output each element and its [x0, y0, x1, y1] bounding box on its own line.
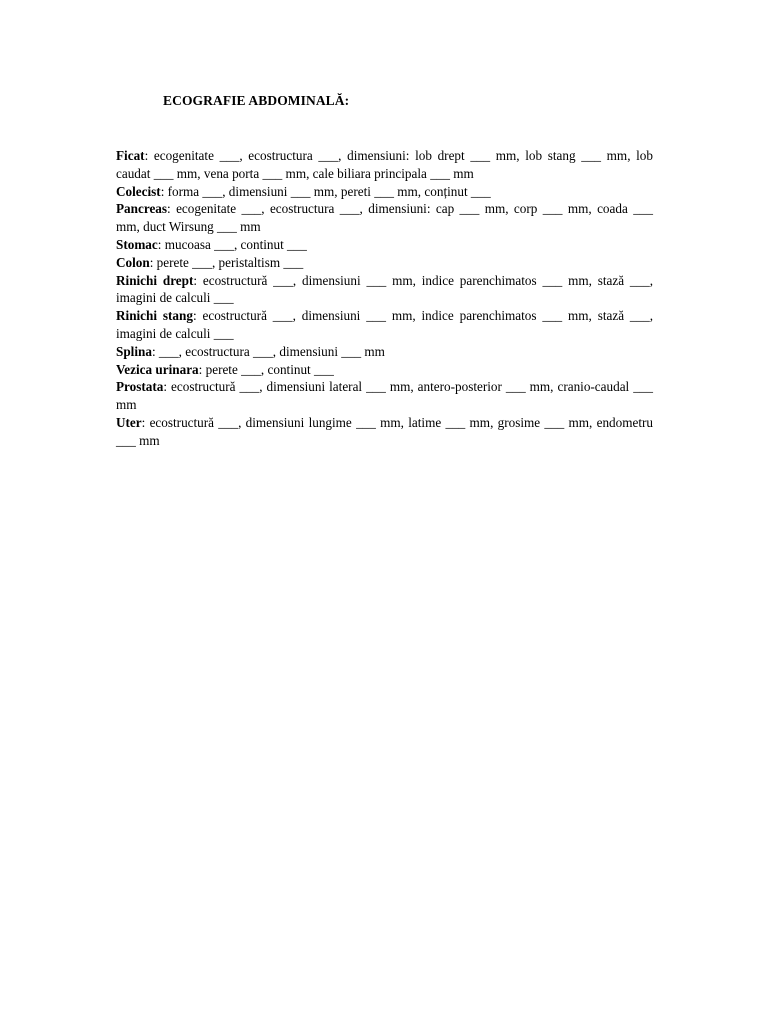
entry-text: : mucoasa ___, continut ___ — [157, 236, 307, 252]
entry-rinichi-stang — [116, 307, 653, 343]
entry-prostata — [116, 378, 653, 414]
entry-stomac — [116, 236, 653, 254]
entry-colecist — [116, 183, 653, 201]
entry-pancreas — [116, 200, 653, 236]
entry-vezica-urinara — [116, 361, 653, 379]
entry-text: : forma ___, dimensiuni ___ mm, pereti ___ mm, conținut ___ — [160, 183, 491, 199]
entry-term: Pancreas — [116, 201, 168, 217]
entry-term: Colecist — [116, 183, 161, 199]
entry-colon — [116, 254, 653, 272]
entry-text: : perete ___, continut ___ — [198, 361, 334, 377]
document-title: ECOGRAFIE ABDOMINALĂ: — [163, 93, 350, 108]
entry-rinichi-drept — [116, 272, 653, 308]
entry-text: : ecogenitate ___, ecostructura ___, dimensiuni: lob drept ___ mm, lob stang ___ mm, lob caudat ___ mm, vena porta ___ mm, cale biliara principala ___ mm — [116, 148, 653, 181]
entry-uter — [116, 414, 653, 450]
entry-text: : ecostructură ___, dimensiuni lateral ___ mm, antero-posterior ___ mm, cranio-caudal ___ mm — [116, 379, 653, 413]
entry-term: Prostata — [116, 379, 164, 395]
entry-term: Uter — [116, 414, 142, 430]
entry-term: Rinichi stang — [116, 308, 193, 324]
entry-text: : ___, ecostructura ___, dimensiuni ___ mm — [151, 343, 385, 359]
entry-term: Splina — [116, 343, 152, 359]
entry-term: Vezica urinara — [116, 361, 199, 377]
entry-text: : ecostructură ___, dimensiuni ___ mm, indice parenchimatos ___ mm, stază ___, imagini de calculi ___ — [116, 308, 653, 341]
report-body — [116, 147, 653, 450]
entry-splina — [116, 343, 653, 361]
entry-term: Rinichi drept — [116, 272, 194, 288]
entry-text: : ecogenitate ___, ecostructura ___, dimensiuni: cap ___ mm, corp ___ mm, coada ___ mm, duct Wirsung ___ mm — [116, 201, 653, 235]
entry-term: Stomac — [116, 236, 158, 252]
entry-ficat — [116, 147, 653, 183]
entry-text: : ecostructură ___, dimensiuni lungime ___ mm, latime ___ mm, grosime ___ mm, endometru ___ mm — [116, 414, 653, 448]
entry-text: : ecostructură ___, dimensiuni ___ mm, indice parenchimatos ___ mm, stază ___, imagini de calculi ___ — [116, 272, 653, 306]
entry-term: Ficat — [116, 148, 145, 163]
entry-term: Colon — [116, 254, 150, 270]
entry-text: : perete ___, peristaltism ___ — [149, 254, 304, 270]
